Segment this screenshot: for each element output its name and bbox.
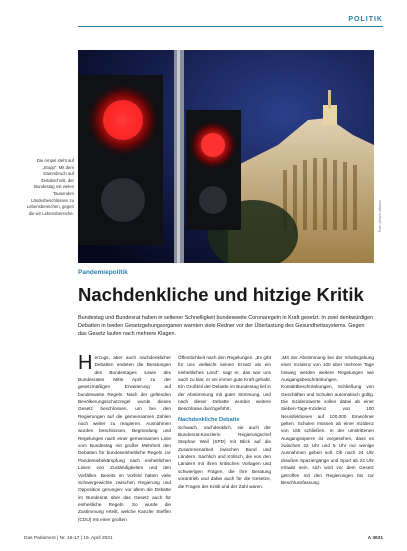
page-footer [24, 536, 383, 541]
drop-cap: H [78, 352, 93, 374]
top-rule [78, 26, 383, 27]
column-2-text-2: Schwach, nachdenklich, sie auch der Bundesrat-Kanzlerin Regierungschef Stephan Weil (SPD) mit Blick auf die Zusammenarbeit zwischen Bund und Ländern. Sachlich und Kritisch, die von den Ländern mit ihren kritischen Vorlagen und schwierigen Fragen, die ihre Beratung vorantrieb und dabei auch für die Gesetze, die Fragen der Kritik und der Zahl waren. [178, 424, 271, 489]
photo-credit: Foto: picture alliance [378, 200, 382, 233]
article-lead: Bundestag und Bundesrat haben in seltener Schnelligkeit bundesweite Coronaregeln in Kraft gesetzt. In zwei denkwürdigen Debatten in beiden Gesetzgebungsorganen warnten viele Redner vor der Überlastung des Gesundheitssystems. Gegen das Gesetz laufen nach mehrere Klagen. [78, 315, 374, 338]
article-subhead: Nachdenkliche Debatte [178, 416, 240, 423]
article-column-1 [78, 354, 171, 523]
photo-traffic-light-reichstag [78, 50, 374, 263]
article-column-3 [281, 354, 374, 486]
footer-publication: Das Parlament | Nr. 16-17 | 19. April 2021 [24, 536, 113, 541]
photo-caption: Die Ampel steht auf „Stopp“. Mit dem Dammbruch auf Zeitabschnitt, der Bundestag mit vielen Tausenden Länderbeschlüssen zu Lebensbereichen, gegen die wir Lebensbereiche. [26, 158, 74, 216]
column-1-text: erzugs, aber auch nachdenklicher Debatten endeten die Beratungen des Bundestages sowie des Bundesrates Mitte April zu der gesetzmäßigen Erweiterung auf bundesweite Regeln. Nach der geltenden Bevölkerungsschutzregel wurde dieses Gesetz beschlossen, um bei den Regierungen auf die gemeinsamen Zahlen noch weiter zu reagieren. Ausnahmen wurden beschlossen, Begründung und Regelungen nach einer gemeinsamen Linie vom Bundestag mit großer Mehrheit den Debatten für bundeseinheitliche Regeln zur Pandemiebekämpfung nach einheitlichen Linien von Zuständigkeiten und den Vorfällen. Bereits im Vorfeld hatten viele Schwergewichte zwischen Regierung und Opposition gerungen: vor allem die Debatte im Bundesrat über das Gesetz auch für einheitliche Regeln. So wurde die Zustimmung erteilt, welche Kanzler Steffen (CDU) mit einer großen [78, 355, 171, 522]
article-column-2 [178, 354, 271, 490]
section-label: POLITIK [348, 16, 383, 23]
article-kicker: Pandemiepolitik [78, 269, 128, 276]
article-headline: Nachdenkliche und hitzige Kritik [78, 284, 364, 305]
column-3-text: „Mit der Abstimmung bei der Inhaltsgebung einer Inzidenz von 100 über mehrere Tage hinweg werden weitere Regelungen wie Ausgangsbeschränkungen, Kontaktbeschränkungen, Schließung von Geschäften und Schulen automatisch gültig. Die Inzidenzwerte sollen dabei ab einer Sieben-Tage-Inzidenz von 100 Neuinfektionen auf 100.000 Einwohner gelten. Schulen müssen ab einer Inzidenz von 165 schließen. In der umstrittenen Ausgangssperre ist vorgesehen, dass es zwischen 22 Uhr und 5 Uhr nur wenige Ausnahmen geben soll. Ob nach 24 Uhr draußen Spaziergänge und Sport ab 24 Uhr erlaubt sein, sich wird vor dem Gesetz getroffen mit den Regierungen bis zur Beschlussfassung. [281, 355, 374, 485]
column-2-text-1: Öffentlichkeit nach den Regelungen. „Es gibt für uns vielleicht keinen Ersatz als ein einheitliches Land“, sagt er, das war uns auch zu klar, er sei immer gute Kraft gehabt. Ein Großteil der Debatte im Bundestag lief in der Abstimmung mit guter Stimmung, und nach dieser Debatte wurden weitere Beschlüsse durchgeführt. [178, 355, 271, 412]
footer-page-number: A 3631 [367, 536, 383, 541]
photo [78, 50, 374, 263]
